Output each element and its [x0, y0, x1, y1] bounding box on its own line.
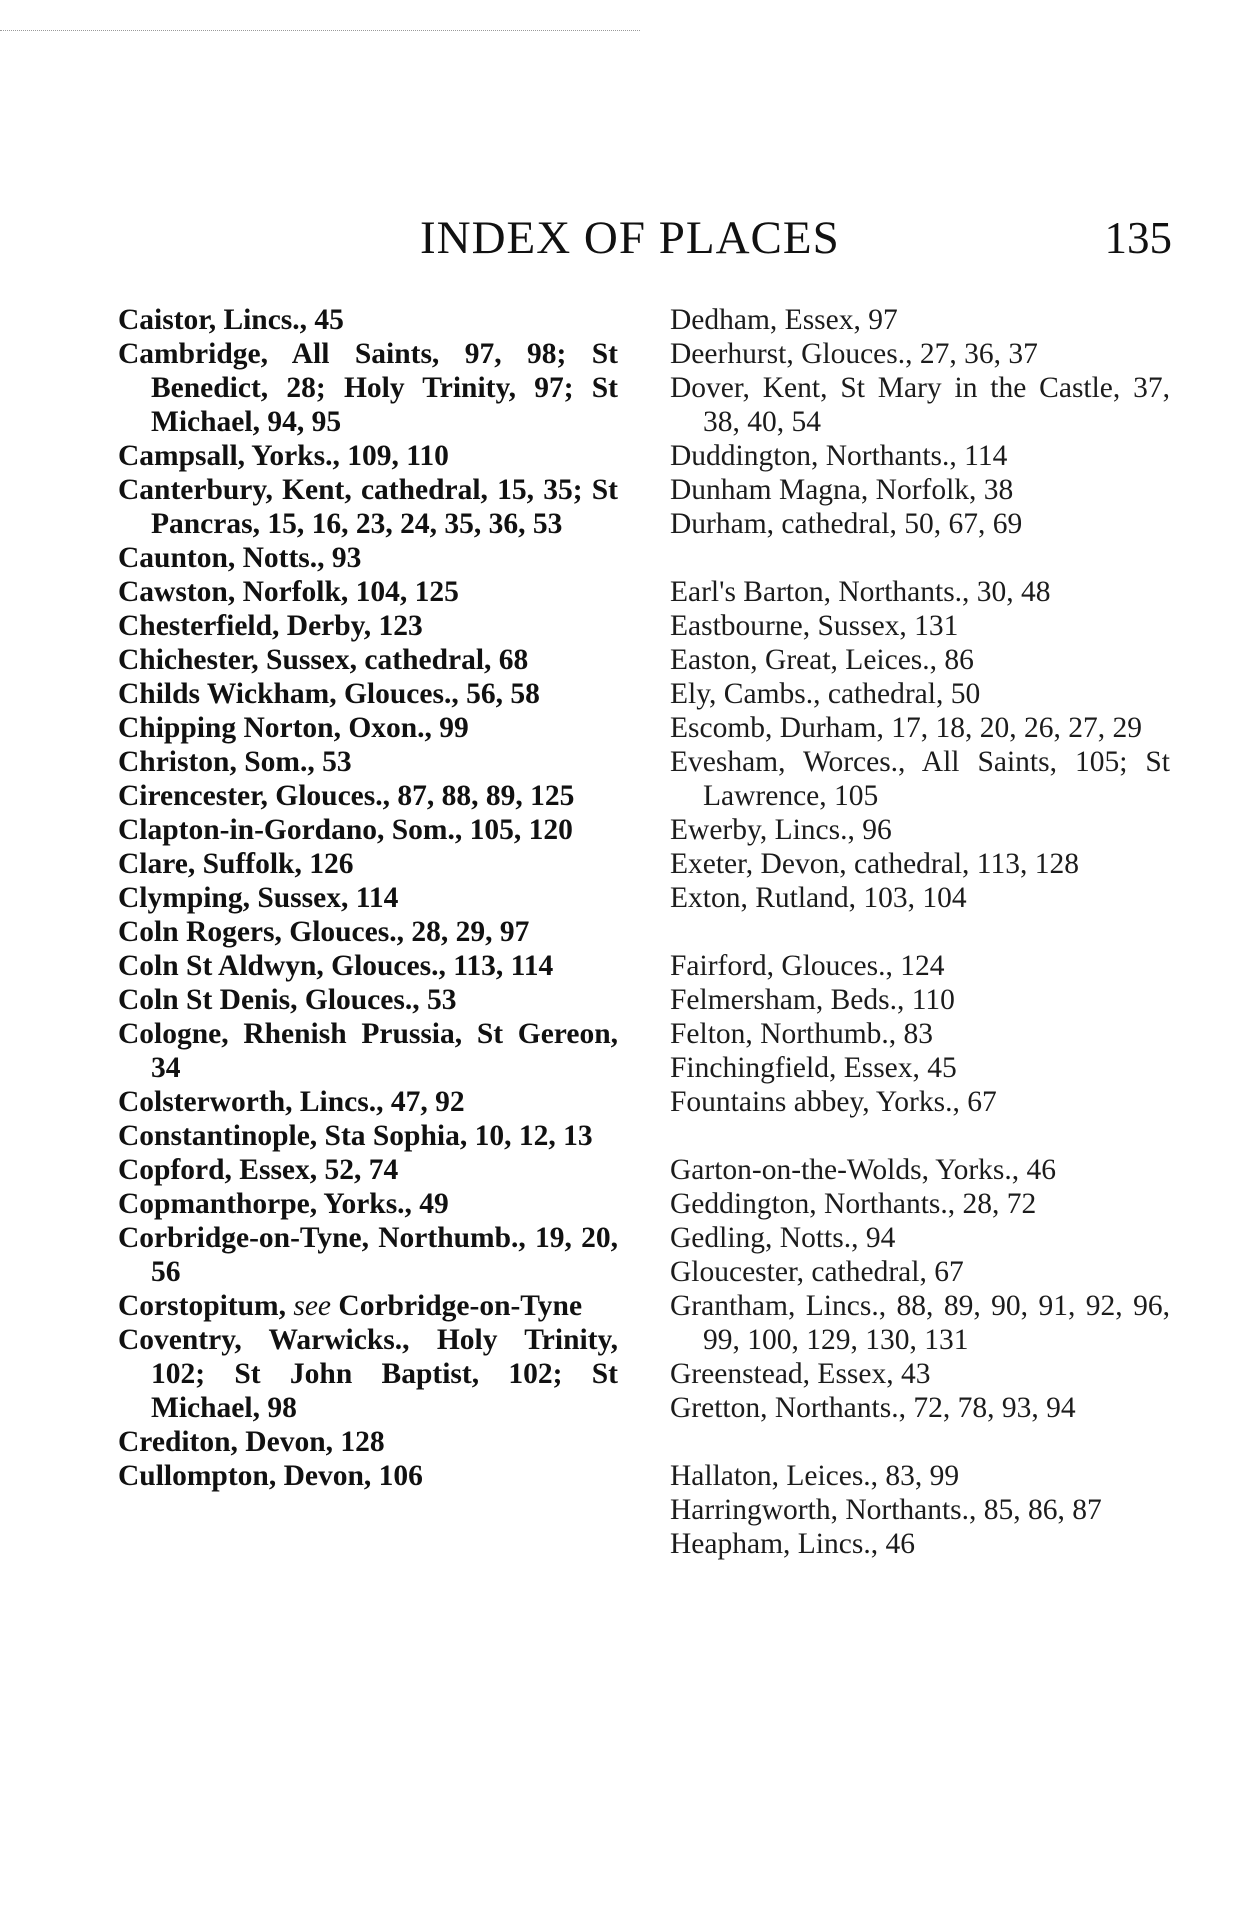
index-entry: Chichester, Sussex, cathedral, 68	[118, 644, 529, 676]
letter-group-g	[670, 1153, 1170, 1425]
index-entry: Coventry, Warwicks., Holy Trinity, 102; St John Baptist, 102; St Michael, 98	[118, 1324, 618, 1424]
index-entry: Clymping, Sussex, 114	[118, 882, 399, 914]
index-entry: Easton, Great, Leices., 86	[670, 644, 974, 676]
index-entry: Constantinople, Sta Sophia, 10, 12, 13	[118, 1120, 593, 1152]
index-entry: Felmersham, Beds., 110	[670, 984, 955, 1016]
index-entry: Copford, Essex, 52, 74	[118, 1154, 399, 1186]
index-entry: Hallaton, Leices., 83, 99	[670, 1460, 960, 1492]
index-entry: Childs Wickham, Glouces., 56, 58	[118, 678, 540, 710]
index-entry: Harringworth, Northants., 85, 86, 87	[670, 1494, 1102, 1526]
letter-group-gap	[670, 541, 1170, 575]
page-title: INDEX OF PLACES	[420, 212, 840, 264]
index-entry: Cawston, Norfolk, 104, 125	[118, 576, 459, 608]
index-entry: Chesterfield, Derby, 123	[118, 610, 423, 642]
index-entry: Grantham, Lincs., 88, 89, 90, 91, 92, 96, 99, 100, 129, 130, 131	[670, 1290, 1170, 1356]
index-entry: Fountains abbey, Yorks., 67	[670, 1086, 997, 1118]
index-entry: Colsterworth, Lincs., 47, 92	[118, 1086, 465, 1118]
index-entry: Canterbury, Kent, cathedral, 15, 35; St Pancras, 15, 16, 23, 24, 35, 36, 53	[118, 474, 618, 540]
index-entry: Finchingfield, Essex, 45	[670, 1052, 957, 1084]
index-entry: Coln Rogers, Glouces., 28, 29, 97	[118, 916, 530, 948]
index-entry: Cullompton, Devon, 106	[118, 1460, 423, 1492]
letter-group-e	[670, 575, 1170, 915]
index-column-left	[118, 303, 618, 1493]
index-entry: Coln St Aldwyn, Glouces., 113, 114	[118, 950, 554, 982]
index-entry: Duddington, Northants., 114	[670, 440, 1008, 472]
index-entry: Escomb, Durham, 17, 18, 20, 26, 27, 29	[670, 712, 1142, 744]
entry-headword: Corstopitum,	[118, 1290, 294, 1322]
index-entry: Deerhurst, Glouces., 27, 36, 37	[670, 338, 1038, 370]
index-entry: Felton, Northumb., 83	[670, 1018, 934, 1050]
index-entry: Ely, Cambs., cathedral, 50	[670, 678, 981, 710]
letter-group-gap	[670, 1119, 1170, 1153]
index-entry: Garton-on-the-Wolds, Yorks., 46	[670, 1154, 1057, 1186]
index-entry: Heapham, Lincs., 46	[670, 1528, 915, 1560]
entry-reference-target: Corbridge-on-Tyne	[331, 1290, 583, 1322]
index-entry: Greenstead, Essex, 43	[670, 1358, 931, 1390]
index-entry: Cambridge, All Saints, 97, 98; St Benedict, 28; Holy Trinity, 97; St Michael, 94, 95	[118, 338, 618, 438]
index-entry-cross-reference	[118, 1289, 618, 1323]
index-entry: Earl's Barton, Northants., 30, 48	[670, 576, 1051, 608]
letter-group-gap	[670, 1425, 1170, 1459]
letter-group-d	[670, 303, 1170, 541]
index-entry: Ewerby, Lincs., 96	[670, 814, 892, 846]
index-entry: Dunham Magna, Norfolk, 38	[670, 474, 1014, 506]
index-entry: Copmanthorpe, Yorks., 49	[118, 1188, 449, 1220]
index-entry: Cologne, Rhenish Prussia, St Gereon, 34	[118, 1018, 618, 1084]
letter-group-f	[670, 949, 1170, 1119]
index-entry: Crediton, Devon, 128	[118, 1426, 385, 1458]
index-entry: Dover, Kent, St Mary in the Castle, 37, 38, 40, 54	[670, 372, 1170, 438]
index-entry: Christon, Som., 53	[118, 746, 352, 778]
index-entry: Dedham, Essex, 97	[670, 304, 898, 336]
index-entry: Eastbourne, Sussex, 131	[670, 610, 959, 642]
index-entry: Geddington, Northants., 28, 72	[670, 1188, 1037, 1220]
index-entry: Gretton, Northants., 72, 78, 93, 94	[670, 1392, 1076, 1424]
index-entry: Evesham, Worces., All Saints, 105; St Lawrence, 105	[670, 746, 1170, 812]
page-header	[120, 208, 1172, 268]
index-entry: Coln St Denis, Glouces., 53	[118, 984, 457, 1016]
index-entry: Chipping Norton, Oxon., 99	[118, 712, 469, 744]
index-entry: Campsall, Yorks., 109, 110	[118, 440, 449, 472]
see-reference-label: see	[293, 1290, 332, 1322]
index-entry: Corbridge-on-Tyne, Northumb., 19, 20, 56	[118, 1222, 618, 1288]
index-entry: Exton, Rutland, 103, 104	[670, 882, 967, 914]
index-entry: Caistor, Lincs., 45	[118, 304, 344, 336]
letter-group-h	[670, 1459, 1170, 1561]
letter-group-gap	[670, 915, 1170, 949]
index-entry: Durham, cathedral, 50, 67, 69	[670, 508, 1023, 540]
scan-artifact-line	[0, 30, 640, 31]
page-number: 135	[1104, 213, 1172, 263]
index-entry: Cirencester, Glouces., 87, 88, 89, 125	[118, 780, 575, 812]
index-column-right	[670, 303, 1170, 1561]
index-entry: Gedling, Notts., 94	[670, 1222, 896, 1254]
index-entry: Caunton, Notts., 93	[118, 542, 362, 574]
index-entry: Gloucester, cathedral, 67	[670, 1256, 964, 1288]
index-entry: Exeter, Devon, cathedral, 113, 128	[670, 848, 1079, 880]
index-entry: Clare, Suffolk, 126	[118, 848, 354, 880]
index-entry: Fairford, Glouces., 124	[670, 950, 945, 982]
index-entry: Clapton-in-Gordano, Som., 105, 120	[118, 814, 573, 846]
